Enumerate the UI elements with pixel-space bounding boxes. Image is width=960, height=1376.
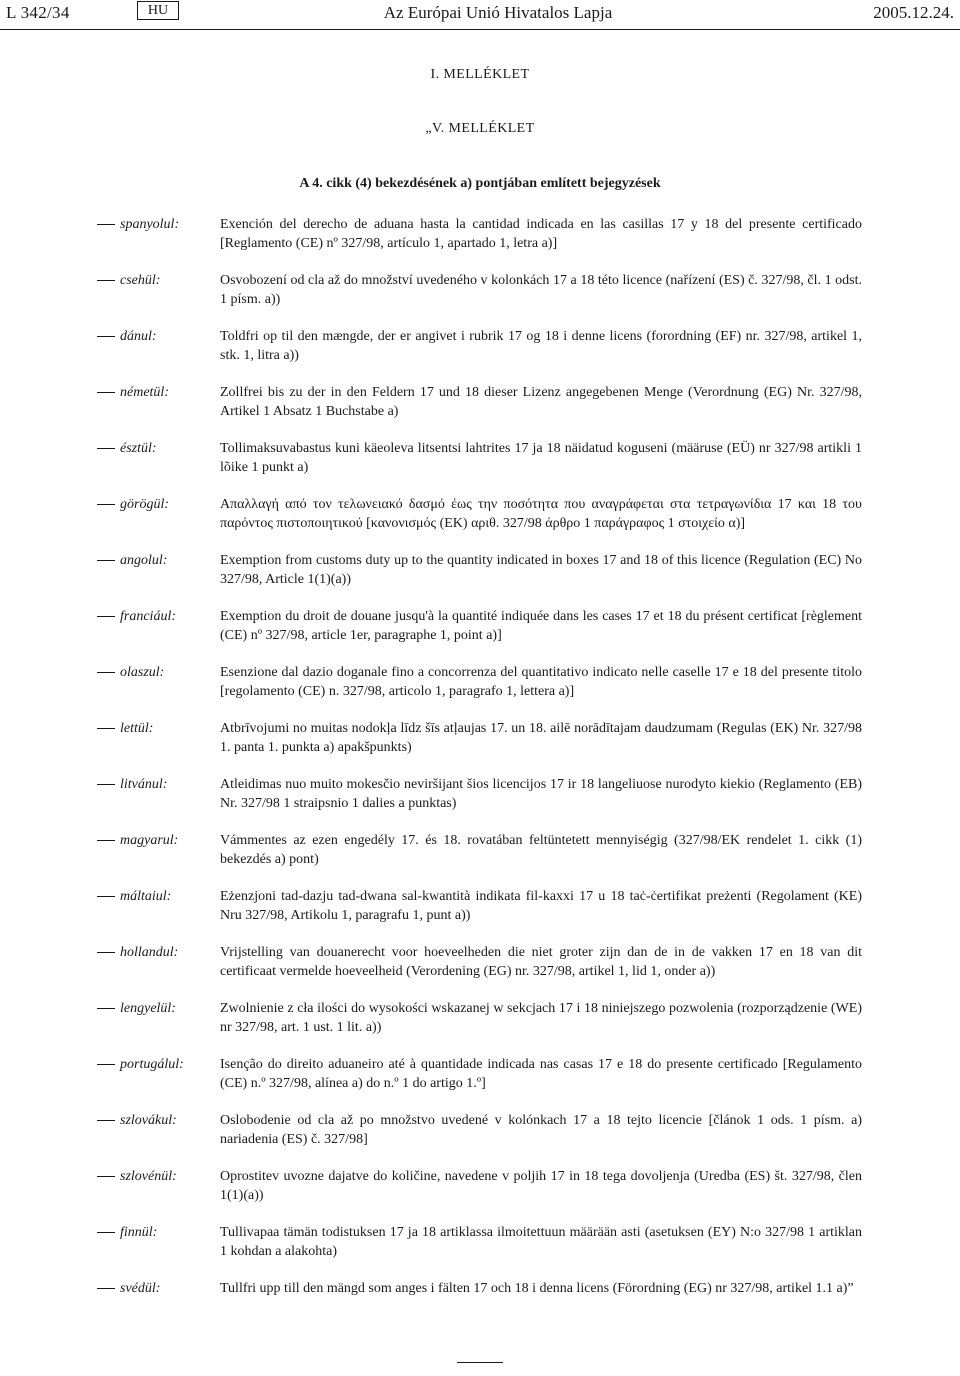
dash-mark [97,280,115,281]
dash-mark [97,560,115,561]
dash-mark [97,1288,115,1289]
dash-mark [97,672,115,673]
entry-language: csehül: [120,273,161,288]
entry-language: portugálul: [120,1057,184,1072]
entry-language: angolul: [120,553,168,568]
dash-mark [97,392,115,393]
entry-language: franciául: [120,609,176,624]
language-code-box: HU [137,1,179,20]
entry-text: Atleidimas nuo muito mokesčio neviršijant šios licencijos 17 ir 18 langeliuose nurodyto kiekio (Reglamento (EB) Nr. 327/98 1 straipsnio 1 dalies a punktas) [220,777,862,811]
dash-mark [97,840,115,841]
dash-mark [97,616,115,617]
footer-rule [457,1362,503,1363]
entry-language: lengyelül: [120,1001,176,1016]
entry-language: litvánul: [120,777,168,792]
entry-text: Eżenzjoni tad-dazju tad-dwana sal-kwantità indikata fil-kaxxi 17 u 18 taċ-ċertifikat preżenti (Regolament (KE) Nru 327/98, Artikolu 1, paragrafu 1, punt a)) [220,889,862,923]
publication-date: 2005.12.24. [873,3,954,22]
dash-mark [97,504,115,505]
dash-mark [97,1176,115,1177]
dash-mark [97,1064,115,1065]
dash-mark [97,224,115,225]
entry-language: magyarul: [120,833,179,848]
entry-text: Esenzione dal dazio doganale fino a concorrenza del quantitativo indicato nelle caselle 17 e 18 del presente titolo [regolamento (CE) n. 327/98, articolo 1, paragrafo 1, lettera a)] [220,665,862,699]
entry-language: görögül: [120,497,169,512]
entry-text: Zollfrei bis zu der in den Feldern 17 und 18 dieser Lizenz angegebenen Menge (Verordnung (EG) Nr. 327/98, Artikel 1 Absatz 1 Buchstabe a) [220,385,862,419]
entry-language: máltaiul: [120,889,172,904]
entry-language: svédül: [120,1281,161,1296]
entry-language: finnül: [120,1225,158,1240]
entry-language: hollandul: [120,945,179,960]
entry-language: szlovákul: [120,1113,177,1128]
entry-language: dánul: [120,329,157,344]
entry-text: Vrijstelling van douanerecht voor hoeveelheden die niet groter zijn dan de in de vakken 17 en 18 van dit certificaat vermelde hoeveelheid (Verordening (EG) nr. 327/98, artikel 1, lid 1, onder a)) [220,945,862,979]
entry-text: Atbrīvojumi no muitas nodokļa līdz šīs atļaujas 17. un 18. ailē norādītajam daudzumam (Regulas (EK) Nr. 327/98 1. panta 1. punkta a) apakšpunkts) [220,721,862,755]
entry-text: Oprostitev uvozne dajatve do količine, navedene v poljih 17 in 18 tega dovoljenja (Uredba (ES) št. 327/98, člen 1(1)(a)) [220,1169,862,1203]
page-header [0,0,960,28]
dash-mark [97,728,115,729]
dash-mark [97,784,115,785]
entry-text: Exemption from customs duty up to the quantity indicated in boxes 17 and 18 of this licence (Regulation (EC) No 327/98, Article 1(1)(a)) [220,553,862,587]
entry-text: Tullivapaa tämän todistuksen 17 ja 18 artiklassa ilmoitettuun määrään asti (asetuksen (EY) N:o 327/98 1 artiklan 1 kohdan a alakohta) [220,1225,862,1259]
entry-text: Exención del derecho de aduana hasta la cantidad indicada en las casillas 17 y 18 del presente certificado [Reglamento (CE) nº 327/98, artículo 1, apartado 1, letra a)] [220,217,862,251]
entry-text: Vámmentes az ezen engedély 17. és 18. rovatában feltüntetett mennyiségig (327/98/EK rendelet 1. cikk (1) bekezdés a) pont) [220,833,862,867]
page-number: L 342/34 [6,3,70,22]
dash-mark [97,336,115,337]
dash-mark [97,952,115,953]
entry-text: Απαλλαγή από τον τελωνειακό δασμό έως την ποσότητα που αναγράφεται στα τετραγωνίδια 17 και 18 του παρόντος πιστοποιητικού [κανονισμός (ΕΚ) αριθ. 327/98 άρθρο 1 παράγραφος 1 στοιχείο α)] [220,497,862,531]
entry-text: Osvobození od cla až do množství uvedeného v kolonkách 17 a 18 této licence (nařízení (ES) č. 327/98, čl. 1 odst. 1 písm. a)) [220,273,862,307]
entry-language: észtül: [120,441,157,456]
entry-text: Toldfri op til den mængde, der er angivet i rubrik 17 og 18 i denne licens (forordning (EF) nr. 327/98, artikel 1, stk. 1, litra a)) [220,329,862,363]
entry-text: Exemption du droit de douane jusqu'à la quantité indiquée dans les cases 17 et 18 du présent certificat [règlement (CE) nº 327/98, article 1er, paragraphe 1, point a)] [220,609,862,643]
entry-text: Zwolnienie z cła ilości do wysokości wskazanej w sekcjach 17 i 18 niniejszego pozwolenia (rozporządzenie (WE) nr 327/98, art. 1 ust. 1 lit. a)) [220,1001,862,1035]
dash-mark [97,1120,115,1121]
header-rule [0,29,960,30]
dash-mark [97,1008,115,1009]
entry-language: spanyolul: [120,217,180,232]
entry-language: németül: [120,385,169,400]
annex-1-title: I. MELLÉKLET [430,67,530,82]
entry-text: Tullfri upp till den mängd som anges i fälten 17 och 18 i denna licens (Förordning (EG) nr 327/98, artikel 1.1 a)” [220,1281,854,1296]
entry-language: szlovénül: [120,1169,177,1184]
entry-text: Isenção do direito aduaneiro até à quantidade indicada nas casas 17 e 18 do presente certificado [Regulamento (CE) n.º 327/98, alínea a) do n.º 1 do artigo 1.º] [220,1057,862,1091]
annex-5-title: „V. MELLÉKLET [425,121,535,136]
dash-mark [97,896,115,897]
dash-mark [97,448,115,449]
section-subtitle: A 4. cikk (4) bekezdésének a) pontjában említett bejegyzések [299,176,661,191]
journal-title: Az Európai Unió Hivatalos Lapja [383,3,613,22]
entry-text: Tollimaksuvabastus kuni käeoleva litsentsi lahtrites 17 ja 18 näidatud koguseni (määruse (EÜ) nr 327/98 artikli 1 lõike 1 punkt a) [220,441,862,475]
dash-mark [97,1232,115,1233]
entry-language: olaszul: [120,665,165,680]
entry-language: lettül: [120,721,154,736]
entry-text: Oslobodenie od cla až po množstvo uvedené v kolónkach 17 a 18 tejto licencie [článok 1 ods. 1 písm. a) nariadenia (ES) č. 327/98] [220,1113,862,1147]
